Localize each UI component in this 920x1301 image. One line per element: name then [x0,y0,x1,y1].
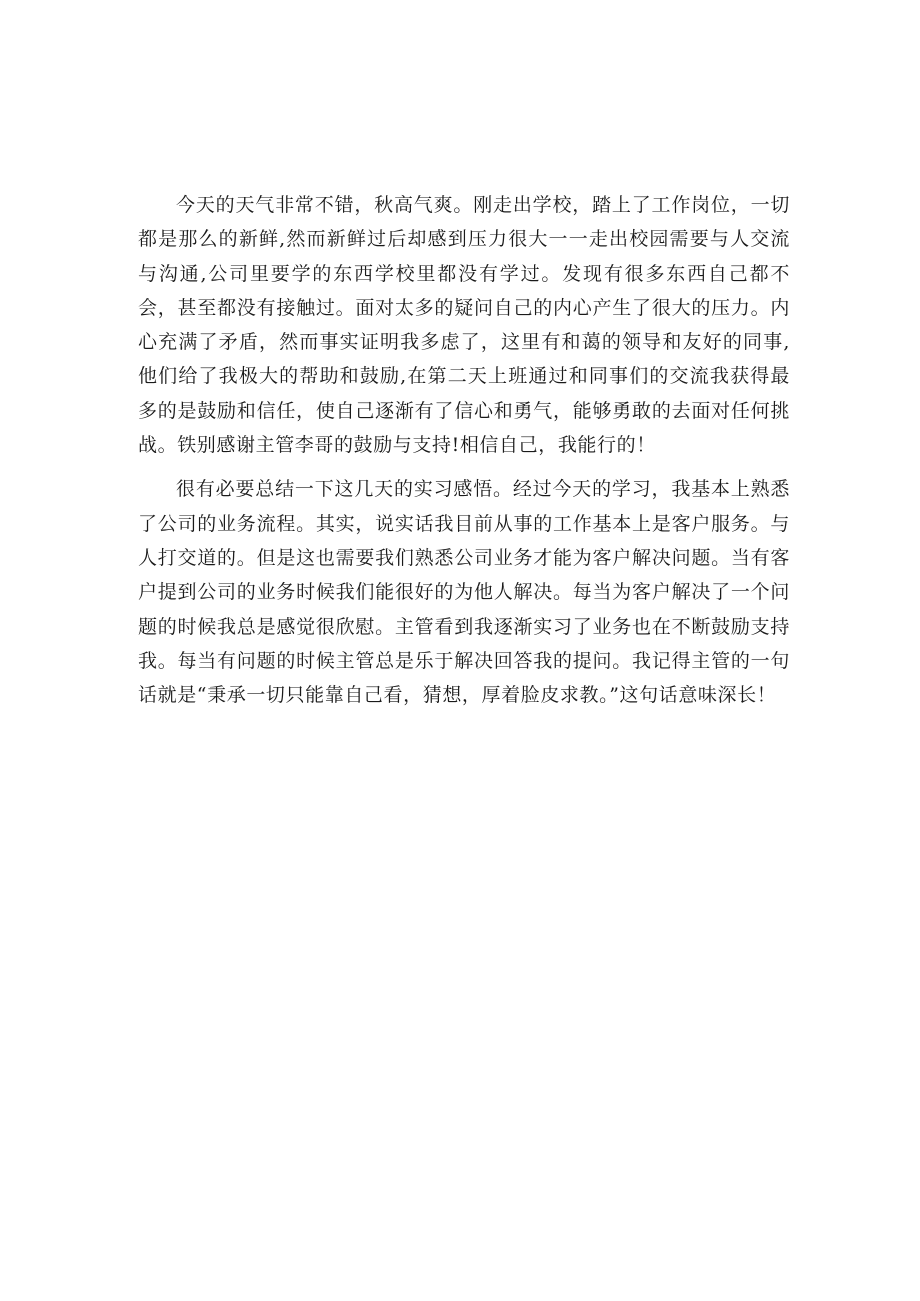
paragraph-2: 很有必要总结一下这几天的实习感悟。经过今天的学习，我基本上熟悉了公司的业务流程。其实，说实话我目前从事的工作基本上是客户服务。与人打交道的。但是这也需要我们熟悉公司业务才能为客户解决问题。当有客户提到公司的业务时候我们能很好的为他人解决。每当为客户解决了一个问题的时候我总是感觉很欣慰。主管看到我逐渐实习了业务也在不断鼓励支持我。每当有问题的时候主管总是乐于解决回答我的提问。我记得主管的一句话就是“秉承一切只能靠自己看，猜想，厚着脸皮求教。”这句话意味深长！ [138,478,790,707]
document-body [138,188,790,712]
paragraph-1: 今天的天气非常不错，秋高气爽。刚走出学校，踏上了工作岗位，一切都是那么的新鲜,然而新鲜过后却感到压力很大一一走出校园需要与人交流与沟通,公司里要学的东西学校里都没有学过。发现有很多东西自己都不会，甚至都没有接触过。面对太多的疑问自己的内心产生了很大的压力。内心充满了矛盾，然而事实证明我多虑了，这里有和蔼的领导和友好的同事,他们给了我极大的帮助和鼓励,在第二天上班通过和同事们的交流我获得最多的是鼓励和信任，使自己逐渐有了信心和勇气，能够勇敢的去面对任何挑战。铁别感谢主管李哥的鼓励与支持!相信自己，我能行的！ [138,194,790,457]
